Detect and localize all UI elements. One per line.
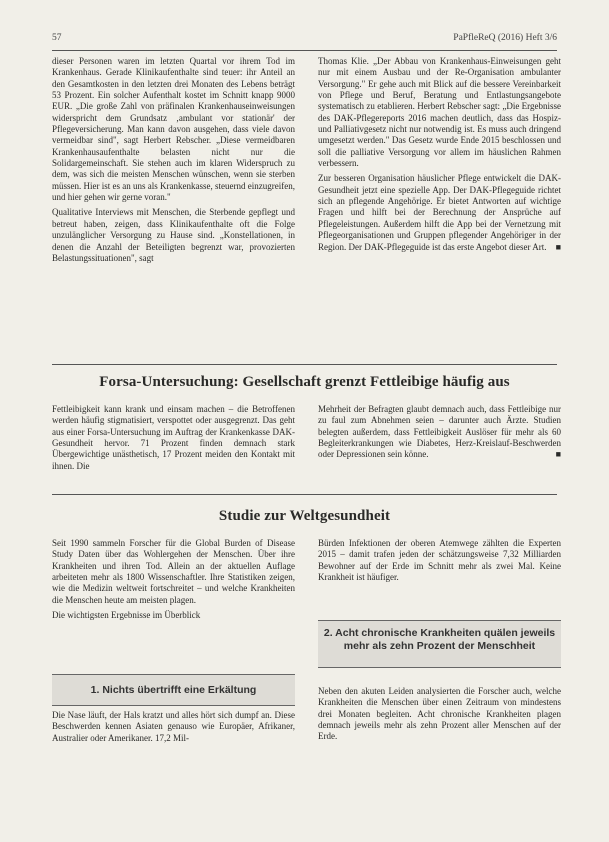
subsection-2-text (318, 686, 561, 747)
paragraph-text: Mehrheit der Befragten glaubt demnach auch, dass Fettleibige nur zu faul zum Abnehmen seien – darunter auch Ärzte. Studien belegten außerdem, dass Fettleibigkeit Auslöser für mehr als 60 Begleiterkrankungen wie Diabetes, Herz-Kreislauf-Beschwerden oder Depressionen sein könne. (318, 404, 561, 460)
subsection-title-2-line-1: 2. Acht chronische Krankheiten quälen jeweils (323, 627, 556, 639)
study-column-left (52, 538, 295, 625)
paragraph (318, 404, 561, 461)
subsection-title-1: 1. Nichts übertrifft eine Erkältung (90, 684, 257, 696)
subsection-1-text (52, 710, 295, 748)
paragraph (318, 173, 561, 252)
paragraph: Die Nase läuft, der Hals kratzt und alles hört sich dumpf an. Diese Beschwerden kennen Asiaten genauso wie Europäer, Afrikaner, Australier oder Amerikaner. 17,2 Mil- (52, 710, 295, 743)
subsection-box-1 (52, 674, 295, 706)
end-mark: ■ (555, 241, 561, 252)
end-mark: ■ (555, 449, 561, 460)
section-rule (52, 364, 557, 365)
paragraph: Die wichtigsten Ergebnisse im Überblick (52, 610, 201, 621)
subsection-title-2-line-2: mehr als zehn Prozent der Menschheit (343, 640, 536, 652)
study-column-right (318, 538, 561, 587)
page-number: 57 (52, 33, 62, 43)
forsa-column-left (52, 404, 295, 476)
forsa-column-right (318, 404, 561, 465)
paragraph: Bürden Infektionen der oberen Atemwege zählten die Experten 2015 – damit trafen jeden der schätzungsweise 7,32 Milliarden Bewohner auf der Erde im Schnitt mehr als zwei Mal. Keine Krankheit ist häufiger. (318, 538, 561, 583)
paragraph: Neben den akuten Leiden analysierten die Forscher auch, welche Krankheiten die Menschen über einen Zeitraum von mindestens drei Monaten begleiten. Acht chronische Krankheiten plagen demnach jeweils mehr als zehn Prozent aller Menschen auf der Erde. (318, 686, 561, 742)
header-rule (52, 50, 557, 51)
page-header (52, 33, 557, 47)
paragraph-text: Zur besseren Organisation häuslicher Pflege entwickelt die DAK-Gesundheit jetzt eine spezielle App. Der DAK-Pflegeguide richtet sich an pflegende Angehörige. Er bietet Antworten auf wichtige Fragen und hilft bei der Berechnung der Ansprüche auf Pflegeleistungen. Außerdem hilft die App bei der Vernetzung mit Pflegeorganisationen und Gruppen pflegender Angehöriger in der Region. Der DAK-Pflegeguide ist das erste Angebot dieser Art. (318, 173, 561, 252)
paragraph: Thomas Klie. „Der Abbau von Krankenhaus-Einweisungen geht nur mit einem Ausbau und der Re-Organisation ambulanter Versorgung." Er gehe auch mit Blick auf die bessere Vereinbarkeit von Pflege und Beruf, Beratung und Entlastungsangebote systematisch zu etablieren. Herbert Rebscher sagt: „Die Ergebnisse des DAK-Pflegereports 2016 machen deutlich, dass das Hospiz- und Palliativgesetz nicht nur notwendig ist. Es muss auch dringend umgesetzt werden." Das Gesetz wurde Ende 2015 beschlossen und soll die palliative Versorgung vor allem im häuslichen Rahmen verbessern. (318, 56, 561, 169)
paragraph: dieser Personen waren im letzten Quartal vor ihrem Tod im Krankenhaus. Gerade Klinikaufenthalte sind teuer: ihr Anteil an den Gesamtkosten in den letzten drei Monaten des Lebens beträgt 53 Prozent. Ein solcher Aufenthalt kostet im Schnitt knapp 9000 EUR. „Die große Zahl von präfinalen Krankenhauseinweisungen widerspricht dem Grundsatz ‚ambulant vor stationär' der Pflegeversicherung. Man kann davon ausgehen, dass viele davon vermeidbar sind", sagt Herbert Rebscher. „Diese vermeidbaren Krankenhausaufenthalte belasten nicht nur die Solidargemeinschaft. Sie stehen auch im klaren Widerspruch zu dem, was sich die meisten Menschen wünschen, wenn sie sterben müssen. Hier ist es an uns als Krankenkasse, steuernd einzugreifen, und hier gehen wir gerne voran." (52, 56, 295, 203)
paragraph: Qualitative Interviews mit Menschen, die Sterbende gepflegt und betreut haben, zeigen, dass Klinikaufenthalte oft die Folge unzulänglicher Versorgung zu Hause sind. „Konstellationen, in denen die Anzahl der Beteiligten begrenzt war, provozierten Belastungssituationen", sagt (52, 207, 295, 263)
article-column-left (52, 56, 295, 268)
paragraph: Fettleibigkeit kann krank und einsam machen – die Betroffenen werden häufig stigmatisiert, verspottet oder ausgegrenzt. Das geht aus einer Forsa-Untersuchung im Auftrag der Krankenkasse DAK-Gesundheit hervor. 71 Prozent finden demnach stark Übergewichtige unästhetisch, 17 Prozent meiden den Kontakt mit ihnen. Die (52, 404, 295, 471)
section-rule (52, 494, 557, 495)
journal-reference: PaPfleReQ (2016) Heft 3/6 (453, 33, 557, 43)
subsection-box-2 (318, 620, 561, 668)
paragraph: Seit 1990 sammeln Forscher für die Global Burden of Disease Study Daten über das Wohlergehen der Menschen. Über ihre Krankheiten und ihren Tod. Allein an der aktuellen Auflage arbeiteten mehr als 1800 Wissenschaftler. Ihre Statistiken zeigen, wie die Medizin weltweit fortschreitet – und welche Krankheiten die Menschen heute am meisten plagen. (52, 538, 295, 605)
section-title-forsa: Forsa-Untersuchung: Gesellschaft grenzt Fettleibige häufig aus (99, 374, 510, 390)
section-title-study: Studie zur Weltgesundheit (218, 508, 391, 524)
article-column-right (318, 56, 561, 257)
